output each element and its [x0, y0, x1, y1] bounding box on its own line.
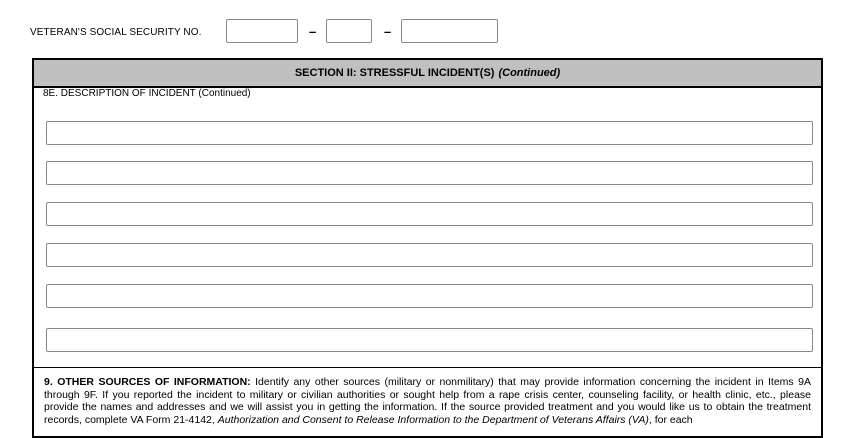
other-sources-heading: 9. OTHER SOURCES OF INFORMATION:	[44, 376, 251, 388]
ssn-dash: –	[309, 24, 317, 39]
description-line-6-input[interactable]	[46, 328, 813, 352]
description-line-5-input[interactable]	[46, 284, 813, 308]
section-title-suffix: (Continued)	[498, 67, 561, 79]
ssn-part-1-input[interactable]	[226, 19, 298, 43]
description-line-4-input[interactable]	[46, 243, 813, 267]
section-title: SECTION II: STRESSFUL INCIDENT(S)	[294, 67, 495, 79]
description-line-3-input[interactable]	[46, 202, 813, 226]
ssn-label: VETERAN'S SOCIAL SECURITY NO.	[30, 27, 202, 38]
other-sources-text-1: Identify any other sources (military or nonmilitary) that may provide information concerning the incident in Items 9A through 9F. If you reported the incident to military or civilian authorities or sought help from a rape crisis center, counseling facility, or health clinic, etc., please provide the names and addresses and we will assist you in getting the information. If the source provided treatment and you would like us to obtain the treatment records, complete VA Form 21-4142,	[44, 376, 811, 426]
description-label: 8E. DESCRIPTION OF INCIDENT (Continued)	[43, 88, 251, 99]
description-line-1-input[interactable]	[46, 121, 813, 145]
ssn-dash: –	[384, 24, 392, 39]
section-ii-frame	[32, 58, 823, 438]
section-header	[34, 60, 821, 88]
section-divider	[34, 367, 821, 368]
other-sources-text-2: , for each	[648, 413, 693, 426]
va-form-title: Authorization and Consent to Release Information to the Department of Veterans Affairs (VA)	[217, 413, 649, 426]
ssn-part-3-input[interactable]	[401, 19, 498, 43]
description-line-2-input[interactable]	[46, 161, 813, 185]
ssn-part-2-input[interactable]	[326, 19, 372, 43]
other-sources-paragraph	[44, 376, 811, 426]
